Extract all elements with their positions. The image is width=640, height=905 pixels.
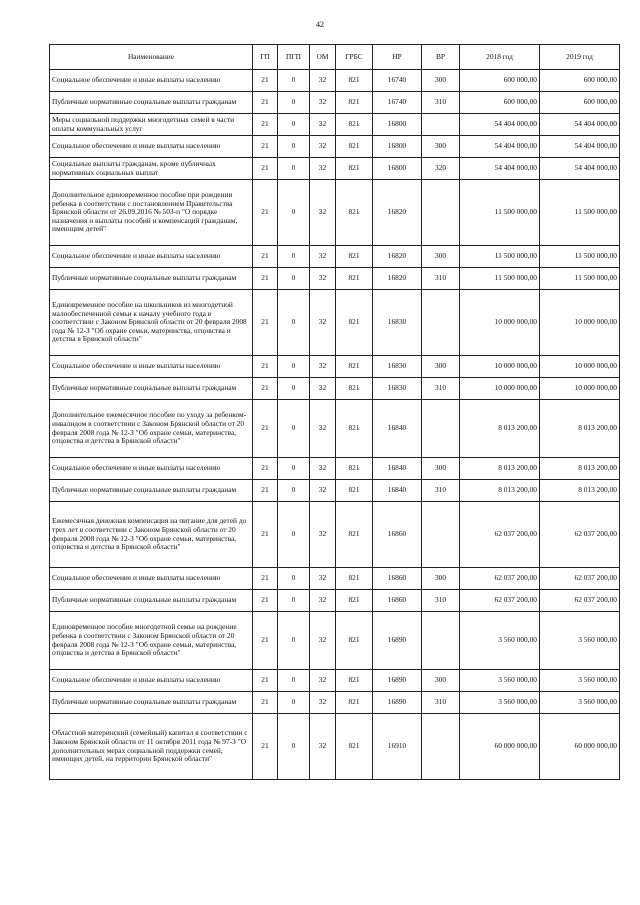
row-2019-cell: 3 560 000,00	[540, 692, 620, 714]
row-name-cell: Социальное обеспечение и иные выплаты населению	[50, 568, 253, 590]
row-nr-cell: 16840	[373, 400, 422, 458]
row-om-cell: 32	[310, 692, 336, 714]
row-2018-cell: 11 500 000,00	[460, 246, 540, 268]
row-2019-cell: 10 000 000,00	[540, 290, 620, 356]
row-2019-cell: 11 500 000,00	[540, 246, 620, 268]
row-2018-cell: 600 000,00	[460, 70, 540, 92]
table-row	[50, 180, 620, 246]
row-2019-cell: 600 000,00	[540, 70, 620, 92]
row-2018-cell: 54 404 000,00	[460, 158, 540, 180]
row-2018-cell: 11 500 000,00	[460, 268, 540, 290]
table-row	[50, 568, 620, 590]
row-gp-cell: 21	[253, 114, 278, 136]
row-om-cell: 32	[310, 268, 336, 290]
row-name-cell: Ежемесячная денежная компенсация на питание для детей до трех лет в соответствии с Законом Брянской области от 20 февраля 2008 года № 12-З "Об охране семьи, материнства, отцовства и детства в Брянской области"	[50, 502, 253, 568]
header-grbs: ГРБС	[336, 45, 373, 70]
row-name-cell: Публичные нормативные социальные выплаты гражданам	[50, 692, 253, 714]
row-name-cell: Дополнительное единовременное пособие при рождении ребенка в соответствии с постановлением Правительства Брянской области от 26.09.2016 № 503-п "О порядке назначения и выплаты пособий и компенсаций гражданам, имеющим детей"	[50, 180, 253, 246]
row-vr-cell	[422, 290, 460, 356]
row-2018-cell: 60 000 000,00	[460, 714, 540, 780]
row-gp-cell: 21	[253, 590, 278, 612]
row-nr-cell: 16820	[373, 246, 422, 268]
row-pgp-cell: 0	[278, 378, 310, 400]
header-om: ОМ	[310, 45, 336, 70]
row-2018-cell: 10 000 000,00	[460, 356, 540, 378]
row-pgp-cell: 0	[278, 714, 310, 780]
row-2018-cell: 62 037 200,00	[460, 502, 540, 568]
row-2018-cell: 8 013 200,00	[460, 400, 540, 458]
row-name-cell: Единовременное пособие многодетной семье на рождение ребенка в соответствии с Законом Брянской области от 20 февраля 2008 года № 12-З "Об охране семьи, материнства, отцовства и детства в Брянской области"	[50, 612, 253, 670]
row-grbs-cell: 821	[336, 714, 373, 780]
row-om-cell: 32	[310, 670, 336, 692]
row-grbs-cell: 821	[336, 378, 373, 400]
row-pgp-cell: 0	[278, 92, 310, 114]
row-nr-cell: 16800	[373, 114, 422, 136]
row-name-cell: Публичные нормативные социальные выплаты гражданам	[50, 92, 253, 114]
row-om-cell: 32	[310, 612, 336, 670]
row-pgp-cell: 0	[278, 480, 310, 502]
row-grbs-cell: 821	[336, 458, 373, 480]
row-om-cell: 32	[310, 180, 336, 246]
row-2018-cell: 3 560 000,00	[460, 612, 540, 670]
row-gp-cell: 21	[253, 246, 278, 268]
row-vr-cell: 310	[422, 692, 460, 714]
row-pgp-cell: 0	[278, 70, 310, 92]
row-2019-cell: 11 500 000,00	[540, 180, 620, 246]
row-2018-cell: 8 013 200,00	[460, 458, 540, 480]
header-2018: 2018 год	[460, 45, 540, 70]
table-row	[50, 136, 620, 158]
header-vr: ВР	[422, 45, 460, 70]
row-nr-cell: 16840	[373, 458, 422, 480]
row-grbs-cell: 821	[336, 180, 373, 246]
table-row	[50, 670, 620, 692]
row-gp-cell: 21	[253, 458, 278, 480]
row-nr-cell: 16840	[373, 480, 422, 502]
row-gp-cell: 21	[253, 290, 278, 356]
row-nr-cell: 16890	[373, 612, 422, 670]
table-header-row	[50, 45, 620, 70]
row-name-cell: Областной материнский (семейный) капитал в соответствии с Законом Брянской области от 11 октября 2011 года № 97-З "О дополнительных мерах социальной поддержки семей, имеющих детей, на территории Брянской области"	[50, 714, 253, 780]
row-grbs-cell: 821	[336, 480, 373, 502]
budget-table	[49, 44, 620, 780]
row-2019-cell: 62 037 200,00	[540, 590, 620, 612]
row-grbs-cell: 821	[336, 136, 373, 158]
row-nr-cell: 16830	[373, 356, 422, 378]
row-2019-cell: 10 000 000,00	[540, 378, 620, 400]
row-2018-cell: 62 037 200,00	[460, 568, 540, 590]
row-2019-cell: 8 013 200,00	[540, 400, 620, 458]
row-vr-cell	[422, 114, 460, 136]
row-name-cell: Социальное обеспечение и иные выплаты населению	[50, 458, 253, 480]
row-name-cell: Публичные нормативные социальные выплаты гражданам	[50, 480, 253, 502]
row-nr-cell: 16860	[373, 590, 422, 612]
row-nr-cell: 16740	[373, 70, 422, 92]
row-om-cell: 32	[310, 458, 336, 480]
row-vr-cell	[422, 502, 460, 568]
row-gp-cell: 21	[253, 356, 278, 378]
row-2019-cell: 3 560 000,00	[540, 612, 620, 670]
row-2019-cell: 62 037 200,00	[540, 502, 620, 568]
row-name-cell: Социальные выплаты гражданам, кроме публичных нормативных социальных выплат	[50, 158, 253, 180]
header-nr: НР	[373, 45, 422, 70]
row-pgp-cell: 0	[278, 612, 310, 670]
row-pgp-cell: 0	[278, 692, 310, 714]
row-nr-cell: 16740	[373, 92, 422, 114]
table-row	[50, 480, 620, 502]
row-gp-cell: 21	[253, 502, 278, 568]
row-2019-cell: 600 000,00	[540, 92, 620, 114]
row-vr-cell	[422, 400, 460, 458]
row-2018-cell: 54 404 000,00	[460, 114, 540, 136]
row-name-cell: Публичные нормативные социальные выплаты гражданам	[50, 268, 253, 290]
row-vr-cell: 310	[422, 378, 460, 400]
row-nr-cell: 16830	[373, 290, 422, 356]
row-om-cell: 32	[310, 400, 336, 458]
row-om-cell: 32	[310, 568, 336, 590]
page-number: 42	[316, 20, 324, 29]
row-pgp-cell: 0	[278, 400, 310, 458]
table-row	[50, 458, 620, 480]
row-grbs-cell: 821	[336, 92, 373, 114]
row-gp-cell: 21	[253, 692, 278, 714]
table-row	[50, 378, 620, 400]
row-name-cell: Меры социальной поддержки многодетных семей в части оплаты коммунальных услуг	[50, 114, 253, 136]
row-pgp-cell: 0	[278, 568, 310, 590]
row-pgp-cell: 0	[278, 590, 310, 612]
row-om-cell: 32	[310, 290, 336, 356]
table-row	[50, 70, 620, 92]
row-2019-cell: 54 404 000,00	[540, 114, 620, 136]
row-2019-cell: 11 500 000,00	[540, 268, 620, 290]
row-2019-cell: 3 560 000,00	[540, 670, 620, 692]
row-om-cell: 32	[310, 714, 336, 780]
row-name-cell: Дополнительное ежемесячное пособие по уходу за ребенком-инвалидом в соответствии с Законом Брянской области от 20 февраля 2008 года № 12-З "Об охране семьи, материнства, отцовства и детства в Брянской области"	[50, 400, 253, 458]
row-om-cell: 32	[310, 590, 336, 612]
row-2018-cell: 3 560 000,00	[460, 692, 540, 714]
row-vr-cell: 300	[422, 70, 460, 92]
row-2018-cell: 11 500 000,00	[460, 180, 540, 246]
row-nr-cell: 16860	[373, 502, 422, 568]
row-name-cell: Социальное обеспечение и иные выплаты населению	[50, 136, 253, 158]
row-vr-cell: 300	[422, 246, 460, 268]
row-2018-cell: 3 560 000,00	[460, 670, 540, 692]
row-name-cell: Единовременное пособие на школьников из многодетной малообеспеченной семьи к началу учебного года в соответствии с Законом Брянской области от 20 февраля 2008 года № 12-З "Об охране семьи, материнства, отцовства и детства в Брянской области"	[50, 290, 253, 356]
row-grbs-cell: 821	[336, 158, 373, 180]
row-vr-cell: 310	[422, 590, 460, 612]
row-2019-cell: 54 404 000,00	[540, 136, 620, 158]
header-pgp: ПГП	[278, 45, 310, 70]
row-vr-cell: 310	[422, 92, 460, 114]
row-pgp-cell: 0	[278, 670, 310, 692]
row-nr-cell: 16890	[373, 692, 422, 714]
row-name-cell: Социальное обеспечение и иные выплаты населению	[50, 670, 253, 692]
row-vr-cell: 310	[422, 268, 460, 290]
row-nr-cell: 16860	[373, 568, 422, 590]
row-name-cell: Социальное обеспечение и иные выплаты населению	[50, 70, 253, 92]
row-om-cell: 32	[310, 502, 336, 568]
row-nr-cell: 16820	[373, 180, 422, 246]
table-row	[50, 612, 620, 670]
row-name-cell: Социальное обеспечение и иные выплаты населению	[50, 246, 253, 268]
row-om-cell: 32	[310, 356, 336, 378]
row-grbs-cell: 821	[336, 502, 373, 568]
row-grbs-cell: 821	[336, 114, 373, 136]
row-grbs-cell: 821	[336, 70, 373, 92]
row-om-cell: 32	[310, 92, 336, 114]
table-row	[50, 246, 620, 268]
row-gp-cell: 21	[253, 70, 278, 92]
row-gp-cell: 21	[253, 568, 278, 590]
row-gp-cell: 21	[253, 400, 278, 458]
row-pgp-cell: 0	[278, 458, 310, 480]
table-row	[50, 714, 620, 780]
row-vr-cell	[422, 714, 460, 780]
row-om-cell: 32	[310, 158, 336, 180]
row-om-cell: 32	[310, 480, 336, 502]
table-row	[50, 356, 620, 378]
row-om-cell: 32	[310, 246, 336, 268]
row-grbs-cell: 821	[336, 290, 373, 356]
row-vr-cell: 320	[422, 158, 460, 180]
row-om-cell: 32	[310, 70, 336, 92]
row-2018-cell: 600 000,00	[460, 92, 540, 114]
row-nr-cell: 16800	[373, 158, 422, 180]
row-gp-cell: 21	[253, 92, 278, 114]
row-nr-cell: 16890	[373, 670, 422, 692]
row-pgp-cell: 0	[278, 356, 310, 378]
header-2019: 2019 год	[540, 45, 620, 70]
row-grbs-cell: 821	[336, 590, 373, 612]
row-name-cell: Социальное обеспечение и иные выплаты населению	[50, 356, 253, 378]
table-row	[50, 290, 620, 356]
row-grbs-cell: 821	[336, 356, 373, 378]
row-grbs-cell: 821	[336, 246, 373, 268]
header-name: Наименование	[50, 45, 253, 70]
row-vr-cell: 300	[422, 356, 460, 378]
table-row	[50, 158, 620, 180]
row-nr-cell: 16800	[373, 136, 422, 158]
row-2018-cell: 10 000 000,00	[460, 378, 540, 400]
row-pgp-cell: 0	[278, 268, 310, 290]
table-row	[50, 92, 620, 114]
row-2019-cell: 10 000 000,00	[540, 356, 620, 378]
row-vr-cell: 310	[422, 480, 460, 502]
row-pgp-cell: 0	[278, 180, 310, 246]
row-vr-cell: 300	[422, 670, 460, 692]
table-row	[50, 692, 620, 714]
row-nr-cell: 16820	[373, 268, 422, 290]
table-row	[50, 268, 620, 290]
row-gp-cell: 21	[253, 480, 278, 502]
row-2019-cell: 54 404 000,00	[540, 158, 620, 180]
row-2019-cell: 62 037 200,00	[540, 568, 620, 590]
row-vr-cell: 300	[422, 458, 460, 480]
row-pgp-cell: 0	[278, 114, 310, 136]
table-row	[50, 400, 620, 458]
row-grbs-cell: 821	[336, 400, 373, 458]
row-vr-cell: 300	[422, 136, 460, 158]
header-gp: ГП	[253, 45, 278, 70]
row-gp-cell: 21	[253, 136, 278, 158]
row-nr-cell: 16830	[373, 378, 422, 400]
row-2018-cell: 10 000 000,00	[460, 290, 540, 356]
row-2018-cell: 8 013 200,00	[460, 480, 540, 502]
row-pgp-cell: 0	[278, 290, 310, 356]
row-grbs-cell: 821	[336, 670, 373, 692]
row-2019-cell: 8 013 200,00	[540, 458, 620, 480]
row-pgp-cell: 0	[278, 136, 310, 158]
row-grbs-cell: 821	[336, 568, 373, 590]
row-vr-cell: 300	[422, 568, 460, 590]
table-row	[50, 114, 620, 136]
row-vr-cell	[422, 180, 460, 246]
row-pgp-cell: 0	[278, 502, 310, 568]
row-pgp-cell: 0	[278, 246, 310, 268]
row-nr-cell: 16910	[373, 714, 422, 780]
row-vr-cell	[422, 612, 460, 670]
row-grbs-cell: 821	[336, 612, 373, 670]
row-om-cell: 32	[310, 378, 336, 400]
row-gp-cell: 21	[253, 714, 278, 780]
row-gp-cell: 21	[253, 180, 278, 246]
row-2018-cell: 54 404 000,00	[460, 136, 540, 158]
row-gp-cell: 21	[253, 670, 278, 692]
row-gp-cell: 21	[253, 378, 278, 400]
row-2019-cell: 60 000 000,00	[540, 714, 620, 780]
row-om-cell: 32	[310, 114, 336, 136]
row-2019-cell: 8 013 200,00	[540, 480, 620, 502]
row-name-cell: Публичные нормативные социальные выплаты гражданам	[50, 590, 253, 612]
table-row	[50, 590, 620, 612]
row-grbs-cell: 821	[336, 268, 373, 290]
row-name-cell: Публичные нормативные социальные выплаты гражданам	[50, 378, 253, 400]
row-2018-cell: 62 037 200,00	[460, 590, 540, 612]
row-grbs-cell: 821	[336, 692, 373, 714]
row-gp-cell: 21	[253, 268, 278, 290]
table-row	[50, 502, 620, 568]
row-om-cell: 32	[310, 136, 336, 158]
row-gp-cell: 21	[253, 612, 278, 670]
row-pgp-cell: 0	[278, 158, 310, 180]
row-gp-cell: 21	[253, 158, 278, 180]
